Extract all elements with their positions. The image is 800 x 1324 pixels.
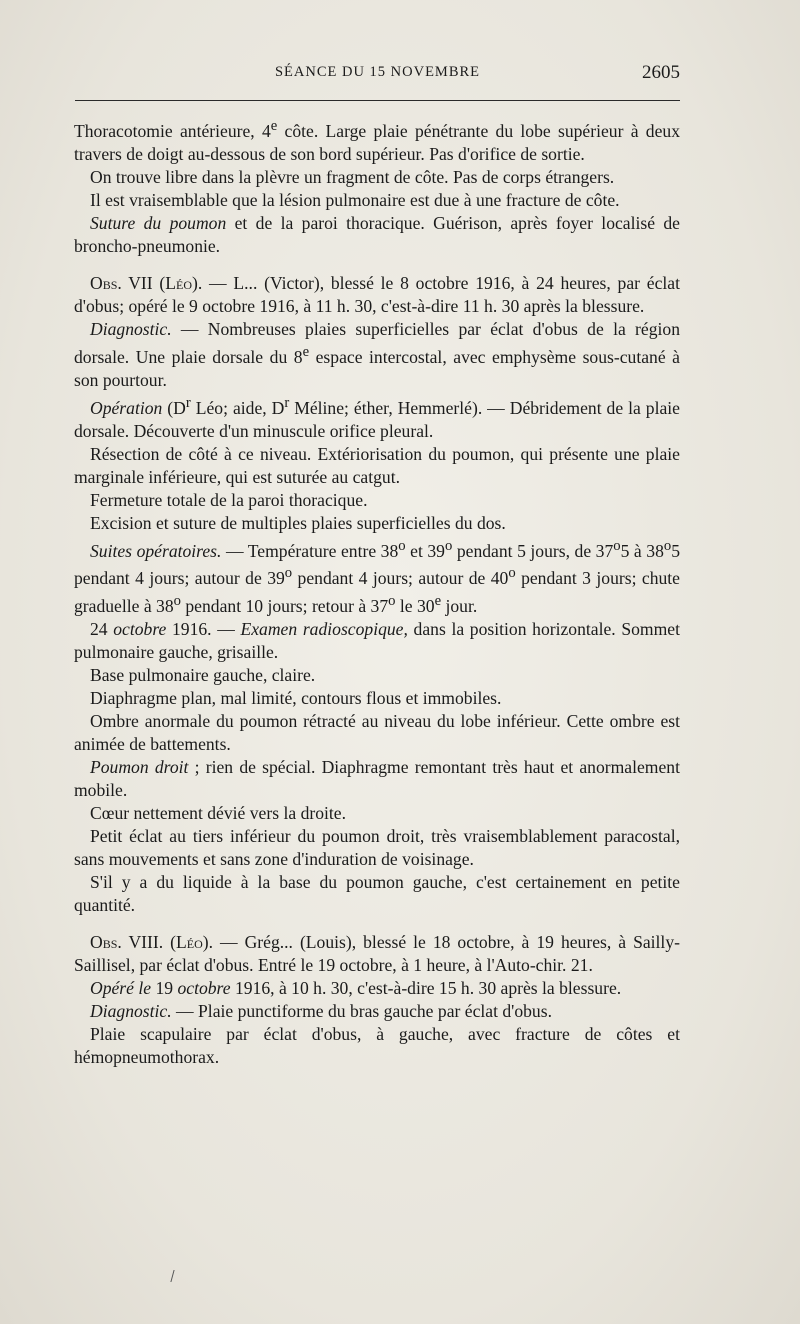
paragraph: Suites opératoires. — Température entre 38$^o$ et 39$^o$ pendant 5 jours, de 37$^o$5 à 38$^o$5 pendant 4 jours; autour de 39$^o$ pendant 4 jours; autour de 40$^o$ pendant 3 jours; chute graduelle à 38$^o$ pendant 10 jours; retour à 37$^o$ le 30e jour. bbox=[74, 537, 680, 617]
page-header bbox=[75, 62, 680, 88]
paragraph: Fermeture totale de la paroi thoracique. bbox=[90, 489, 368, 510]
paragraph: 24 octobre 1916. — Examen radioscopique, dans la position horizontale. Sommet pulmonaire gauche, grisaille. bbox=[74, 619, 680, 663]
paragraph: Opéré le 19 octobre 1916, à 10 h. 30, c'est-à-dire 15 h. 30 après la blessure. bbox=[90, 978, 622, 999]
body-text bbox=[74, 115, 680, 1069]
paragraph: Cœur nettement dévié vers la droite. bbox=[90, 803, 347, 824]
paragraph: S'il y a du liquide à la base du poumon gauche, c'est certainement en petite quantité. bbox=[74, 872, 680, 916]
paragraph: Il est vraisemblable que la lésion pulmonaire est due à une fracture de côte. bbox=[90, 189, 620, 210]
paragraph: Opération ($D^r$ Léo; aide, $D^r$ Méline; éther, Hemmerlé). — Débridement de la plaie dorsale. Découverte d'un minuscule orifice pleural. bbox=[74, 394, 680, 441]
paragraph: Poumon droit ; rien de spécial. Diaphragme remontant très haut et anormalement mobile. bbox=[74, 757, 680, 801]
paragraph: Ombre anormale du poumon rétracté au niveau du lobe inférieur. Cette ombre est animée de battements. bbox=[74, 711, 680, 755]
header-rule bbox=[75, 100, 680, 101]
running-head: SÉANCE DU 15 NOVEMBRE bbox=[274, 64, 481, 80]
paragraph: Diagnostic. — Nombreuses plaies superficielles par éclat d'obus de la région dorsale. Une plaie dorsale du 8e espace intercostal, avec emphysème sous-cutané à son pourtour. bbox=[74, 318, 680, 390]
paragraph: On trouve libre dans la plèvre un fragment de côte. Pas de corps étrangers. bbox=[90, 166, 615, 187]
paragraph: Plaie scapulaire par éclat d'obus, à gauche, avec fracture de côtes et hémopneumothorax. bbox=[74, 1024, 680, 1068]
paragraph: Résection de côté à ce niveau. Extériorisation du poumon, qui présente une plaie marginale inférieure, qui est suturée au catgut. bbox=[74, 443, 680, 487]
paragraph: Excision et suture de multiples plaies superficielles du dos. bbox=[90, 512, 506, 533]
paragraph: Thoracotomie antérieure, 4e côte. Large plaie pénétrante du lobe supérieur à deux travers de doigt au-dessous de son bord supérieur. Pas d'orifice de sortie. bbox=[74, 118, 681, 164]
paragraph: Diagnostic. — Plaie punctiforme du bras gauche par éclat d'obus. bbox=[90, 1001, 552, 1022]
paragraph: Base pulmonaire gauche, claire. bbox=[90, 665, 316, 686]
paragraph: Diaphragme plan, mal limité, contours flous et immobiles. bbox=[90, 688, 502, 709]
paragraph: Suture du poumon et de la paroi thoracique. Guérison, après foyer localisé de broncho-pneumonie. bbox=[74, 212, 680, 256]
paragraph: Petit éclat au tiers inférieur du poumon droit, très vraisemblablement paracostal, sans mouvements et sans zone d'induration de voisinage. bbox=[74, 826, 680, 870]
observation-viii: Obs. VIII. (Léo). — Grég... (Louis), blessé le 18 octobre, à 19 heures, à Sailly-Saillisel, par éclat d'obus. Entré le 19 octobre, à 1 heure, à l'Auto-chir. 21. bbox=[74, 932, 680, 976]
observation-vii: Obs. VII (Léo). — L... (Victor), blessé le 8 octobre 1916, à 24 heures, par éclat d'obus; opéré le 9 octobre 1916, à 11 h. 30, c'est-à-dire 11 h. 30 après la blessure. bbox=[74, 272, 680, 316]
page-number: 2605 bbox=[642, 62, 680, 83]
stray-ink-mark bbox=[170, 1270, 178, 1282]
